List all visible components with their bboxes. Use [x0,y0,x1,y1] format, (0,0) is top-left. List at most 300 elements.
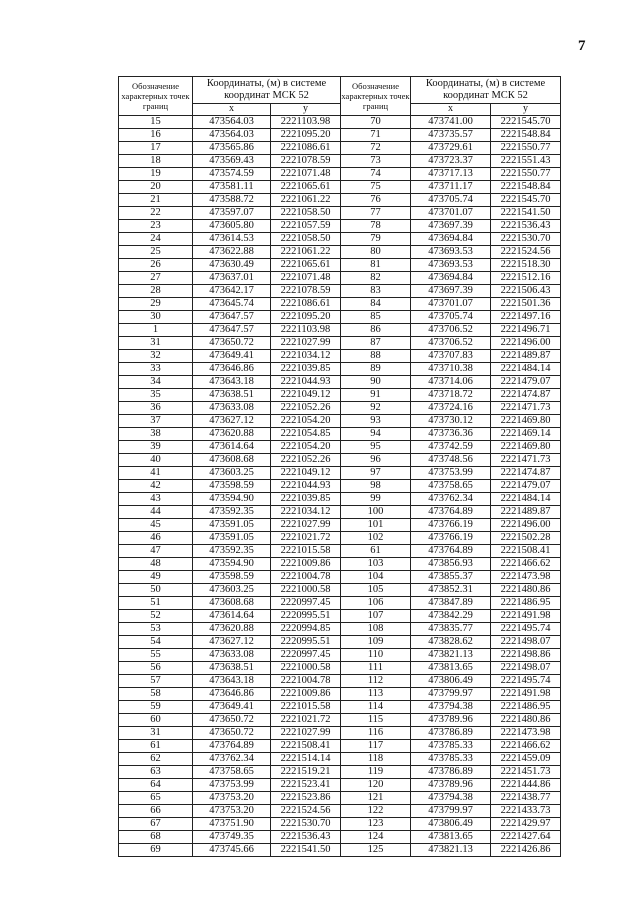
cell-x-right: 473701.07 [411,298,491,311]
cell-y-left: 2221009.86 [271,558,341,571]
cell-x-right: 473789.96 [411,779,491,792]
cell-point-left: 65 [119,792,193,805]
table-row [119,246,561,259]
cell-point-right: 107 [341,610,411,623]
cell-y-right: 2221536.43 [491,220,561,233]
cell-x-left: 473627.12 [193,636,271,649]
cell-point-right: 80 [341,246,411,259]
cell-point-left: 49 [119,571,193,584]
cell-y-left: 2221078.59 [271,285,341,298]
cell-point-left: 69 [119,844,193,857]
cell-x-left: 473646.86 [193,363,271,376]
cell-x-right: 473697.39 [411,285,491,298]
cell-y-right: 2221495.74 [491,623,561,636]
cell-point-left: 60 [119,714,193,727]
cell-point-left: 53 [119,623,193,636]
cell-y-left: 2221021.72 [271,532,341,545]
cell-point-left: 34 [119,376,193,389]
cell-y-right: 2221469.14 [491,428,561,441]
cell-x-left: 473614.64 [193,610,271,623]
cell-y-right: 2221548.84 [491,181,561,194]
cell-point-left: 47 [119,545,193,558]
cell-y-right: 2221479.07 [491,480,561,493]
cell-point-left: 23 [119,220,193,233]
cell-y-right: 2221484.14 [491,493,561,506]
cell-x-left: 473646.86 [193,688,271,701]
cell-x-left: 473622.88 [193,246,271,259]
cell-x-right: 473785.33 [411,753,491,766]
cell-x-right: 473794.38 [411,701,491,714]
cell-point-left: 1 [119,324,193,337]
cell-y-left: 2221039.85 [271,493,341,506]
cell-point-left: 68 [119,831,193,844]
cell-y-right: 2221497.16 [491,311,561,324]
cell-point-right: 116 [341,727,411,740]
cell-x-right: 473723.37 [411,155,491,168]
table-row [119,194,561,207]
cell-y-left: 2221057.59 [271,220,341,233]
cell-point-right: 123 [341,818,411,831]
cell-point-right: 114 [341,701,411,714]
cell-x-right: 473766.19 [411,519,491,532]
cell-y-right: 2221502.28 [491,532,561,545]
cell-point-right: 76 [341,194,411,207]
table-row [119,467,561,480]
cell-x-left: 473603.25 [193,584,271,597]
table-row [119,454,561,467]
table-row [119,207,561,220]
cell-point-left: 63 [119,766,193,779]
cell-y-right: 2221438.77 [491,792,561,805]
table-row [119,844,561,857]
cell-y-left: 2221004.78 [271,571,341,584]
cell-point-left: 50 [119,584,193,597]
cell-x-left: 473764.89 [193,740,271,753]
cell-y-left: 2221530.70 [271,818,341,831]
cell-y-left: 2221086.61 [271,142,341,155]
cell-x-left: 473591.05 [193,532,271,545]
table-row [119,701,561,714]
header-y-right: y [491,103,561,115]
cell-point-left: 41 [119,467,193,480]
table-row [119,506,561,519]
table-row [119,259,561,272]
table-row [119,220,561,233]
table-row [119,649,561,662]
cell-x-right: 473855.37 [411,571,491,584]
cell-y-right: 2221471.73 [491,402,561,415]
cell-x-left: 473630.49 [193,259,271,272]
cell-x-left: 473598.59 [193,480,271,493]
cell-x-right: 473785.33 [411,740,491,753]
table-row [119,688,561,701]
cell-y-right: 2221473.98 [491,571,561,584]
header-coords-left: Координаты, (м) в системе координат МСК 52 [193,77,341,104]
cell-x-left: 473592.35 [193,545,271,558]
cell-point-right: 106 [341,597,411,610]
cell-x-right: 473730.12 [411,415,491,428]
cell-x-left: 473608.68 [193,454,271,467]
table-row [119,584,561,597]
cell-y-left: 2221523.86 [271,792,341,805]
cell-x-right: 473758.65 [411,480,491,493]
cell-x-right: 473741.00 [411,116,491,129]
cell-point-right: 110 [341,649,411,662]
table-row [119,519,561,532]
cell-y-right: 2221498.07 [491,662,561,675]
cell-x-left: 473638.51 [193,389,271,402]
cell-x-right: 473813.65 [411,662,491,675]
table-row [119,623,561,636]
table-row [119,493,561,506]
cell-x-right: 473789.96 [411,714,491,727]
cell-x-left: 473627.12 [193,415,271,428]
cell-y-right: 2221545.70 [491,116,561,129]
table-row [119,636,561,649]
cell-point-right: 93 [341,415,411,428]
cell-point-right: 103 [341,558,411,571]
header-x-left: x [193,103,271,115]
cell-point-left: 44 [119,506,193,519]
cell-y-left: 2221061.22 [271,246,341,259]
cell-y-right: 2221486.95 [491,597,561,610]
cell-point-right: 115 [341,714,411,727]
cell-x-right: 473764.89 [411,506,491,519]
cell-x-right: 473764.89 [411,545,491,558]
cell-x-right: 473693.53 [411,246,491,259]
cell-point-right: 111 [341,662,411,675]
table-row [119,675,561,688]
cell-point-left: 54 [119,636,193,649]
cell-x-right: 473794.38 [411,792,491,805]
cell-x-right: 473835.77 [411,623,491,636]
cell-point-left: 58 [119,688,193,701]
cell-x-left: 473594.90 [193,493,271,506]
cell-point-left: 46 [119,532,193,545]
cell-x-left: 473633.08 [193,402,271,415]
table-row [119,376,561,389]
cell-y-left: 2221034.12 [271,350,341,363]
cell-y-right: 2221512.16 [491,272,561,285]
table-row [119,545,561,558]
cell-y-right: 2221451.73 [491,766,561,779]
cell-y-left: 2221015.58 [271,701,341,714]
table-row [119,792,561,805]
table-row [119,233,561,246]
cell-y-right: 2221491.98 [491,610,561,623]
cell-y-left: 2220997.45 [271,597,341,610]
cell-point-right: 108 [341,623,411,636]
cell-x-left: 473592.35 [193,506,271,519]
coordinates-table [118,76,561,857]
cell-point-right: 98 [341,480,411,493]
table-body [119,116,561,857]
cell-x-right: 473753.99 [411,467,491,480]
cell-x-right: 473714.06 [411,376,491,389]
cell-y-right: 2221501.36 [491,298,561,311]
header-x-right: x [411,103,491,115]
cell-y-left: 2221536.43 [271,831,341,844]
cell-x-left: 473637.01 [193,272,271,285]
cell-y-right: 2221426.86 [491,844,561,857]
cell-y-left: 2221044.93 [271,480,341,493]
cell-x-left: 473650.72 [193,337,271,350]
cell-point-left: 67 [119,818,193,831]
cell-y-right: 2221471.73 [491,454,561,467]
cell-y-left: 2221095.20 [271,311,341,324]
cell-point-left: 40 [119,454,193,467]
cell-y-right: 2221518.30 [491,259,561,272]
cell-point-right: 83 [341,285,411,298]
table-row [119,532,561,545]
cell-y-left: 2221103.98 [271,324,341,337]
cell-point-left: 48 [119,558,193,571]
cell-point-right: 85 [341,311,411,324]
cell-y-left: 2221519.21 [271,766,341,779]
cell-x-right: 473697.39 [411,220,491,233]
cell-point-left: 28 [119,285,193,298]
cell-point-right: 104 [341,571,411,584]
cell-x-right: 473736.36 [411,428,491,441]
header-point-label-left: Обозначение характерных точек границ [119,77,193,116]
cell-y-right: 2221489.87 [491,506,561,519]
cell-x-right: 473701.07 [411,207,491,220]
cell-y-left: 2221000.58 [271,662,341,675]
cell-x-left: 473597.07 [193,207,271,220]
table-row [119,740,561,753]
cell-y-left: 2221027.99 [271,337,341,350]
cell-x-right: 473828.62 [411,636,491,649]
cell-x-left: 473569.43 [193,155,271,168]
cell-x-left: 473645.74 [193,298,271,311]
cell-point-right: 97 [341,467,411,480]
table-row [119,415,561,428]
cell-y-left: 2221027.99 [271,519,341,532]
cell-point-right: 113 [341,688,411,701]
cell-x-right: 473705.74 [411,311,491,324]
cell-point-right: 101 [341,519,411,532]
cell-y-right: 2221496.00 [491,337,561,350]
table-row [119,337,561,350]
cell-point-left: 35 [119,389,193,402]
cell-x-left: 473753.99 [193,779,271,792]
cell-point-left: 59 [119,701,193,714]
cell-y-left: 2220997.45 [271,649,341,662]
cell-point-left: 64 [119,779,193,792]
cell-y-left: 2221027.99 [271,727,341,740]
cell-x-right: 473693.53 [411,259,491,272]
cell-point-right: 73 [341,155,411,168]
cell-y-right: 2221433.73 [491,805,561,818]
cell-x-left: 473594.90 [193,558,271,571]
cell-point-right: 70 [341,116,411,129]
cell-x-left: 473762.34 [193,753,271,766]
cell-point-right: 81 [341,259,411,272]
cell-x-right: 473842.29 [411,610,491,623]
cell-y-right: 2221480.86 [491,714,561,727]
cell-x-right: 473762.34 [411,493,491,506]
cell-x-left: 473745.66 [193,844,271,857]
cell-y-right: 2221444.86 [491,779,561,792]
cell-y-right: 2221469.80 [491,441,561,454]
cell-x-left: 473633.08 [193,649,271,662]
cell-y-left: 2221071.48 [271,168,341,181]
cell-x-left: 473643.18 [193,675,271,688]
cell-x-left: 473598.59 [193,571,271,584]
cell-point-left: 55 [119,649,193,662]
cell-y-left: 2221021.72 [271,714,341,727]
cell-x-right: 473711.17 [411,181,491,194]
cell-point-left: 37 [119,415,193,428]
page-number: 7 [578,38,586,54]
cell-x-left: 473642.17 [193,285,271,298]
cell-point-right: 94 [341,428,411,441]
cell-y-left: 2220994.85 [271,623,341,636]
cell-x-left: 473650.72 [193,727,271,740]
cell-y-right: 2221548.84 [491,129,561,142]
cell-x-right: 473710.38 [411,363,491,376]
cell-x-right: 473813.65 [411,831,491,844]
table-row [119,571,561,584]
header-coords-right: Координаты, (м) в системе координат МСК 52 [411,77,561,104]
cell-point-left: 61 [119,740,193,753]
cell-x-right: 473806.49 [411,818,491,831]
table-row [119,753,561,766]
table-row [119,779,561,792]
table-row [119,285,561,298]
cell-x-right: 473821.13 [411,649,491,662]
cell-y-right: 2221474.87 [491,389,561,402]
cell-point-left: 24 [119,233,193,246]
cell-point-right: 109 [341,636,411,649]
cell-y-left: 2221000.58 [271,584,341,597]
cell-x-right: 473705.74 [411,194,491,207]
cell-point-left: 26 [119,259,193,272]
cell-y-left: 2221058.50 [271,207,341,220]
cell-x-right: 473821.13 [411,844,491,857]
cell-point-left: 43 [119,493,193,506]
cell-x-right: 473748.56 [411,454,491,467]
cell-y-left: 2221054.20 [271,415,341,428]
cell-y-right: 2221496.00 [491,519,561,532]
cell-y-right: 2221480.86 [491,584,561,597]
cell-point-left: 32 [119,350,193,363]
cell-y-left: 2221065.61 [271,259,341,272]
table-row [119,363,561,376]
cell-point-right: 61 [341,545,411,558]
cell-y-left: 2221054.85 [271,428,341,441]
header-point-label-right: Обозначение характерных точек границ [341,77,411,116]
cell-y-left: 2220995.51 [271,610,341,623]
cell-point-right: 121 [341,792,411,805]
cell-x-left: 473574.59 [193,168,271,181]
cell-y-right: 2221429.97 [491,818,561,831]
cell-x-left: 473758.65 [193,766,271,779]
cell-point-right: 75 [341,181,411,194]
cell-point-right: 96 [341,454,411,467]
cell-y-left: 2221103.98 [271,116,341,129]
cell-point-left: 18 [119,155,193,168]
cell-y-right: 2221508.41 [491,545,561,558]
cell-y-right: 2221486.95 [491,701,561,714]
cell-y-right: 2221496.71 [491,324,561,337]
cell-y-right: 2221541.50 [491,207,561,220]
cell-point-left: 66 [119,805,193,818]
cell-point-left: 33 [119,363,193,376]
table-row [119,402,561,415]
cell-x-left: 473565.86 [193,142,271,155]
cell-x-left: 473620.88 [193,428,271,441]
table-row [119,350,561,363]
cell-y-right: 2221474.87 [491,467,561,480]
cell-point-left: 42 [119,480,193,493]
cell-point-left: 36 [119,402,193,415]
table-row [119,727,561,740]
cell-y-left: 2221071.48 [271,272,341,285]
cell-y-left: 2221049.12 [271,467,341,480]
cell-y-left: 2221052.26 [271,454,341,467]
cell-point-left: 51 [119,597,193,610]
cell-point-right: 89 [341,363,411,376]
cell-x-right: 473694.84 [411,233,491,246]
cell-x-left: 473638.51 [193,662,271,675]
cell-point-left: 15 [119,116,193,129]
cell-x-right: 473847.89 [411,597,491,610]
cell-x-right: 473724.16 [411,402,491,415]
cell-x-left: 473564.03 [193,129,271,142]
cell-y-left: 2221054.20 [271,441,341,454]
table-row [119,805,561,818]
cell-y-right: 2221473.98 [491,727,561,740]
cell-point-right: 91 [341,389,411,402]
cell-y-left: 2221061.22 [271,194,341,207]
cell-x-left: 473603.25 [193,467,271,480]
cell-point-right: 102 [341,532,411,545]
cell-point-left: 16 [119,129,193,142]
cell-x-right: 473707.83 [411,350,491,363]
cell-x-right: 473786.89 [411,766,491,779]
cell-x-right: 473799.97 [411,805,491,818]
cell-y-right: 2221491.98 [491,688,561,701]
cell-point-left: 62 [119,753,193,766]
cell-y-right: 2221550.77 [491,142,561,155]
cell-point-left: 22 [119,207,193,220]
cell-y-right: 2221466.62 [491,558,561,571]
table-row [119,155,561,168]
table-row [119,597,561,610]
cell-point-right: 78 [341,220,411,233]
cell-y-left: 2221049.12 [271,389,341,402]
cell-point-left: 25 [119,246,193,259]
table-row [119,818,561,831]
cell-y-right: 2221479.07 [491,376,561,389]
header-y-left: y [271,103,341,115]
cell-point-right: 84 [341,298,411,311]
cell-x-right: 473766.19 [411,532,491,545]
cell-y-left: 2221508.41 [271,740,341,753]
cell-y-left: 2220995.51 [271,636,341,649]
cell-y-right: 2221545.70 [491,194,561,207]
cell-point-right: 77 [341,207,411,220]
cell-x-right: 473786.89 [411,727,491,740]
cell-x-right: 473717.13 [411,168,491,181]
cell-x-right: 473694.84 [411,272,491,285]
cell-point-left: 56 [119,662,193,675]
cell-point-right: 86 [341,324,411,337]
cell-y-right: 2221551.43 [491,155,561,168]
table-row [119,129,561,142]
table-row [119,428,561,441]
